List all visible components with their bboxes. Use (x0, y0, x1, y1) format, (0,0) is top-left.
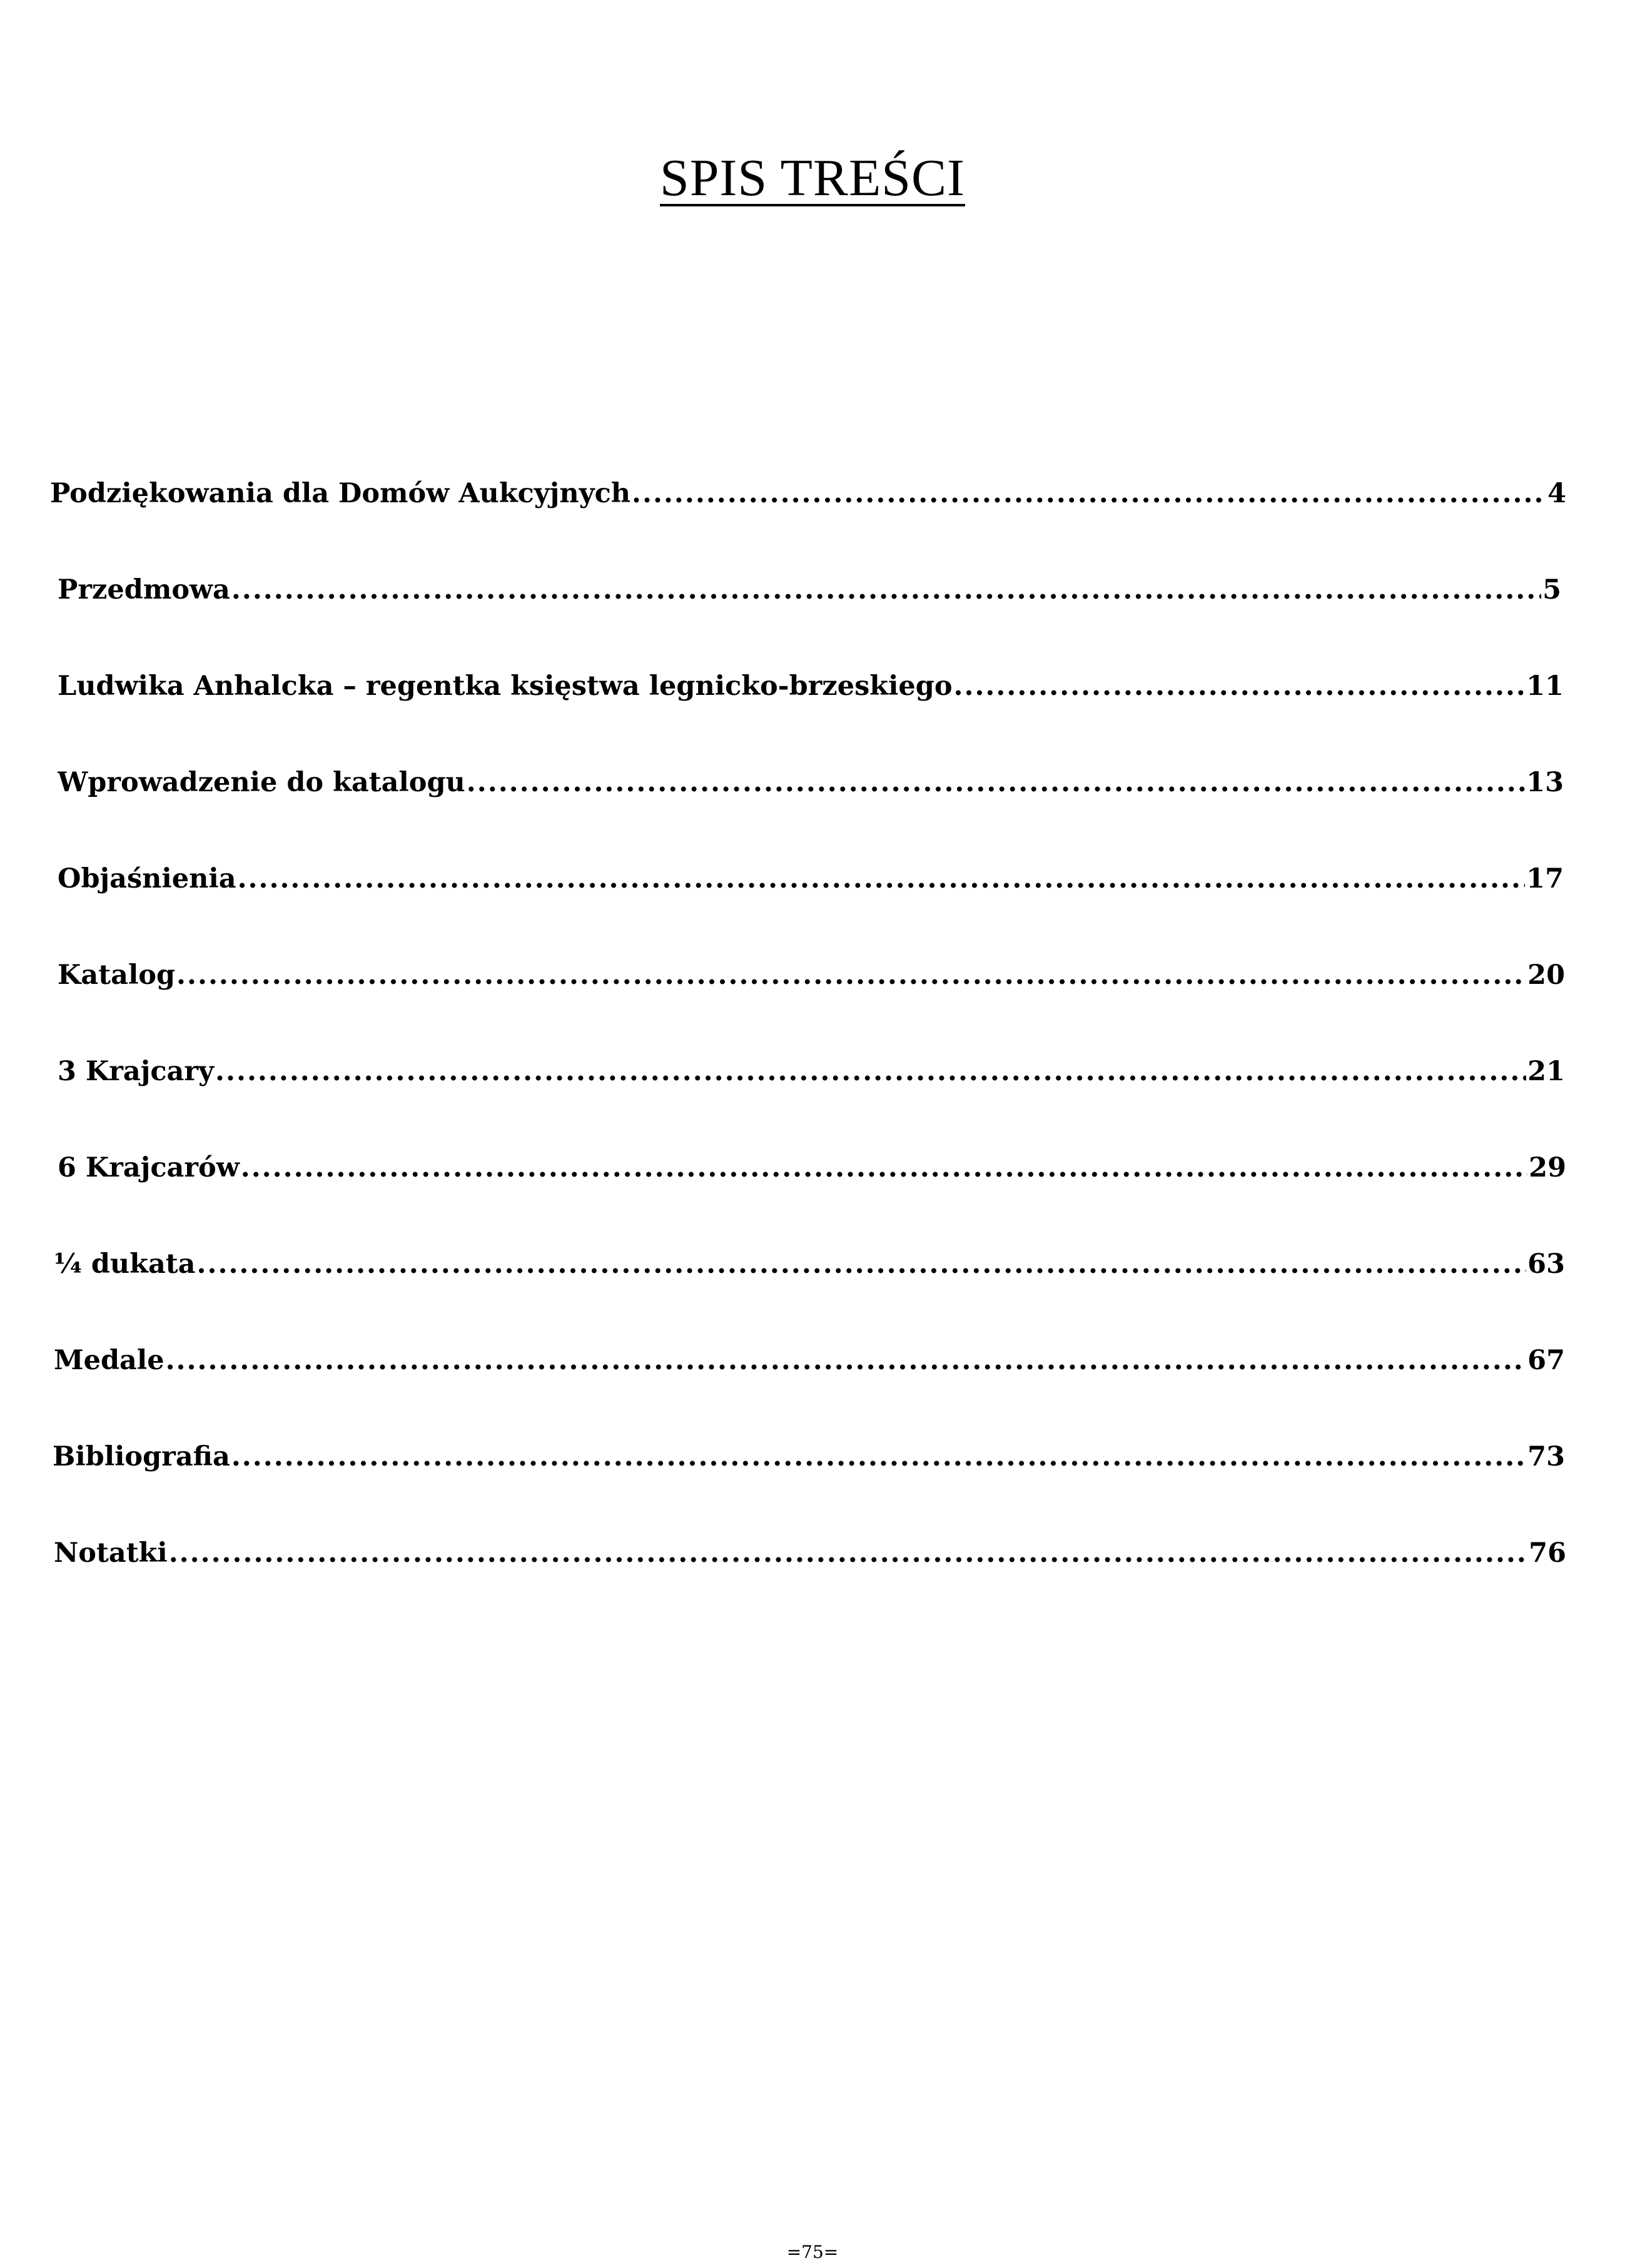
toc-entry-catalog[interactable] (58, 956, 1565, 994)
toc-entry-6-krajcarow[interactable] (58, 1149, 1566, 1187)
toc-entry-page: 11 (1526, 671, 1564, 702)
toc-entry-medals[interactable] (54, 1342, 1565, 1379)
toc-entry-page: 63 (1527, 1248, 1565, 1280)
dot-leader (241, 1149, 1527, 1187)
dot-leader (231, 571, 1541, 609)
toc-entry-acknowledgements[interactable] (50, 475, 1566, 512)
toc-entry-page: 4 (1547, 478, 1566, 509)
toc-entry-page: 67 (1527, 1345, 1565, 1376)
toc-entry-notes[interactable] (54, 1534, 1566, 1572)
dot-leader (231, 1438, 1526, 1476)
toc-entry-label: Medale (54, 1345, 165, 1376)
toc-entry-label: Notatki (54, 1537, 168, 1569)
toc-entry-ludwika-anhalcka[interactable] (58, 667, 1564, 705)
toc-entry-introduction[interactable] (58, 764, 1564, 801)
toc-entry-page: 21 (1527, 1056, 1565, 1087)
dot-leader (215, 1053, 1526, 1090)
toc-entry-page: 13 (1526, 767, 1564, 798)
toc-entry-label: Katalog (58, 959, 176, 991)
toc-entry-page: 76 (1529, 1537, 1566, 1569)
dot-leader (238, 860, 1526, 898)
toc-entry-label: Bibliografia (53, 1441, 230, 1472)
toc-entry-label: ¼ dukata (54, 1248, 196, 1280)
dot-leader (954, 667, 1526, 705)
toc-entry-label: Objaśnienia (58, 863, 236, 894)
page-title-text: SPIS TREŚCI (660, 149, 965, 207)
dot-leader (166, 1342, 1527, 1379)
dot-leader (176, 956, 1526, 994)
toc-entry-quarter-ducat[interactable] (54, 1245, 1565, 1283)
toc-entry-page: 5 (1542, 574, 1561, 605)
toc-entry-page: 73 (1527, 1441, 1565, 1472)
toc-entry-label: Ludwika Anhalcka – regentka księstwa legnicko-brzeskiego (58, 671, 953, 702)
footer-page-number: =75= (786, 2242, 839, 2262)
toc-entry-preface[interactable] (58, 571, 1561, 609)
dot-leader (632, 475, 1546, 512)
toc-entry-label: Przedmowa (58, 574, 230, 605)
dot-leader (169, 1534, 1527, 1572)
toc-entry-page: 20 (1527, 959, 1565, 991)
dot-leader (197, 1245, 1527, 1283)
dot-leader (467, 764, 1525, 801)
page-title (0, 141, 1625, 216)
toc-entry-3-krajcary[interactable] (58, 1053, 1565, 1090)
toc-entry-bibliography[interactable] (53, 1438, 1565, 1476)
toc-entry-label: 6 Krajcarów (58, 1152, 240, 1183)
toc-entry-explanations[interactable] (58, 860, 1564, 898)
toc-entry-page: 29 (1529, 1152, 1566, 1183)
toc-entry-label: Wprowadzenie do katalogu (58, 767, 465, 798)
toc-entry-label: 3 Krajcary (58, 1056, 215, 1087)
toc-entry-page: 17 (1526, 863, 1564, 894)
toc-entry-label: Podziękowania dla Domów Aukcyjnych (50, 478, 631, 509)
